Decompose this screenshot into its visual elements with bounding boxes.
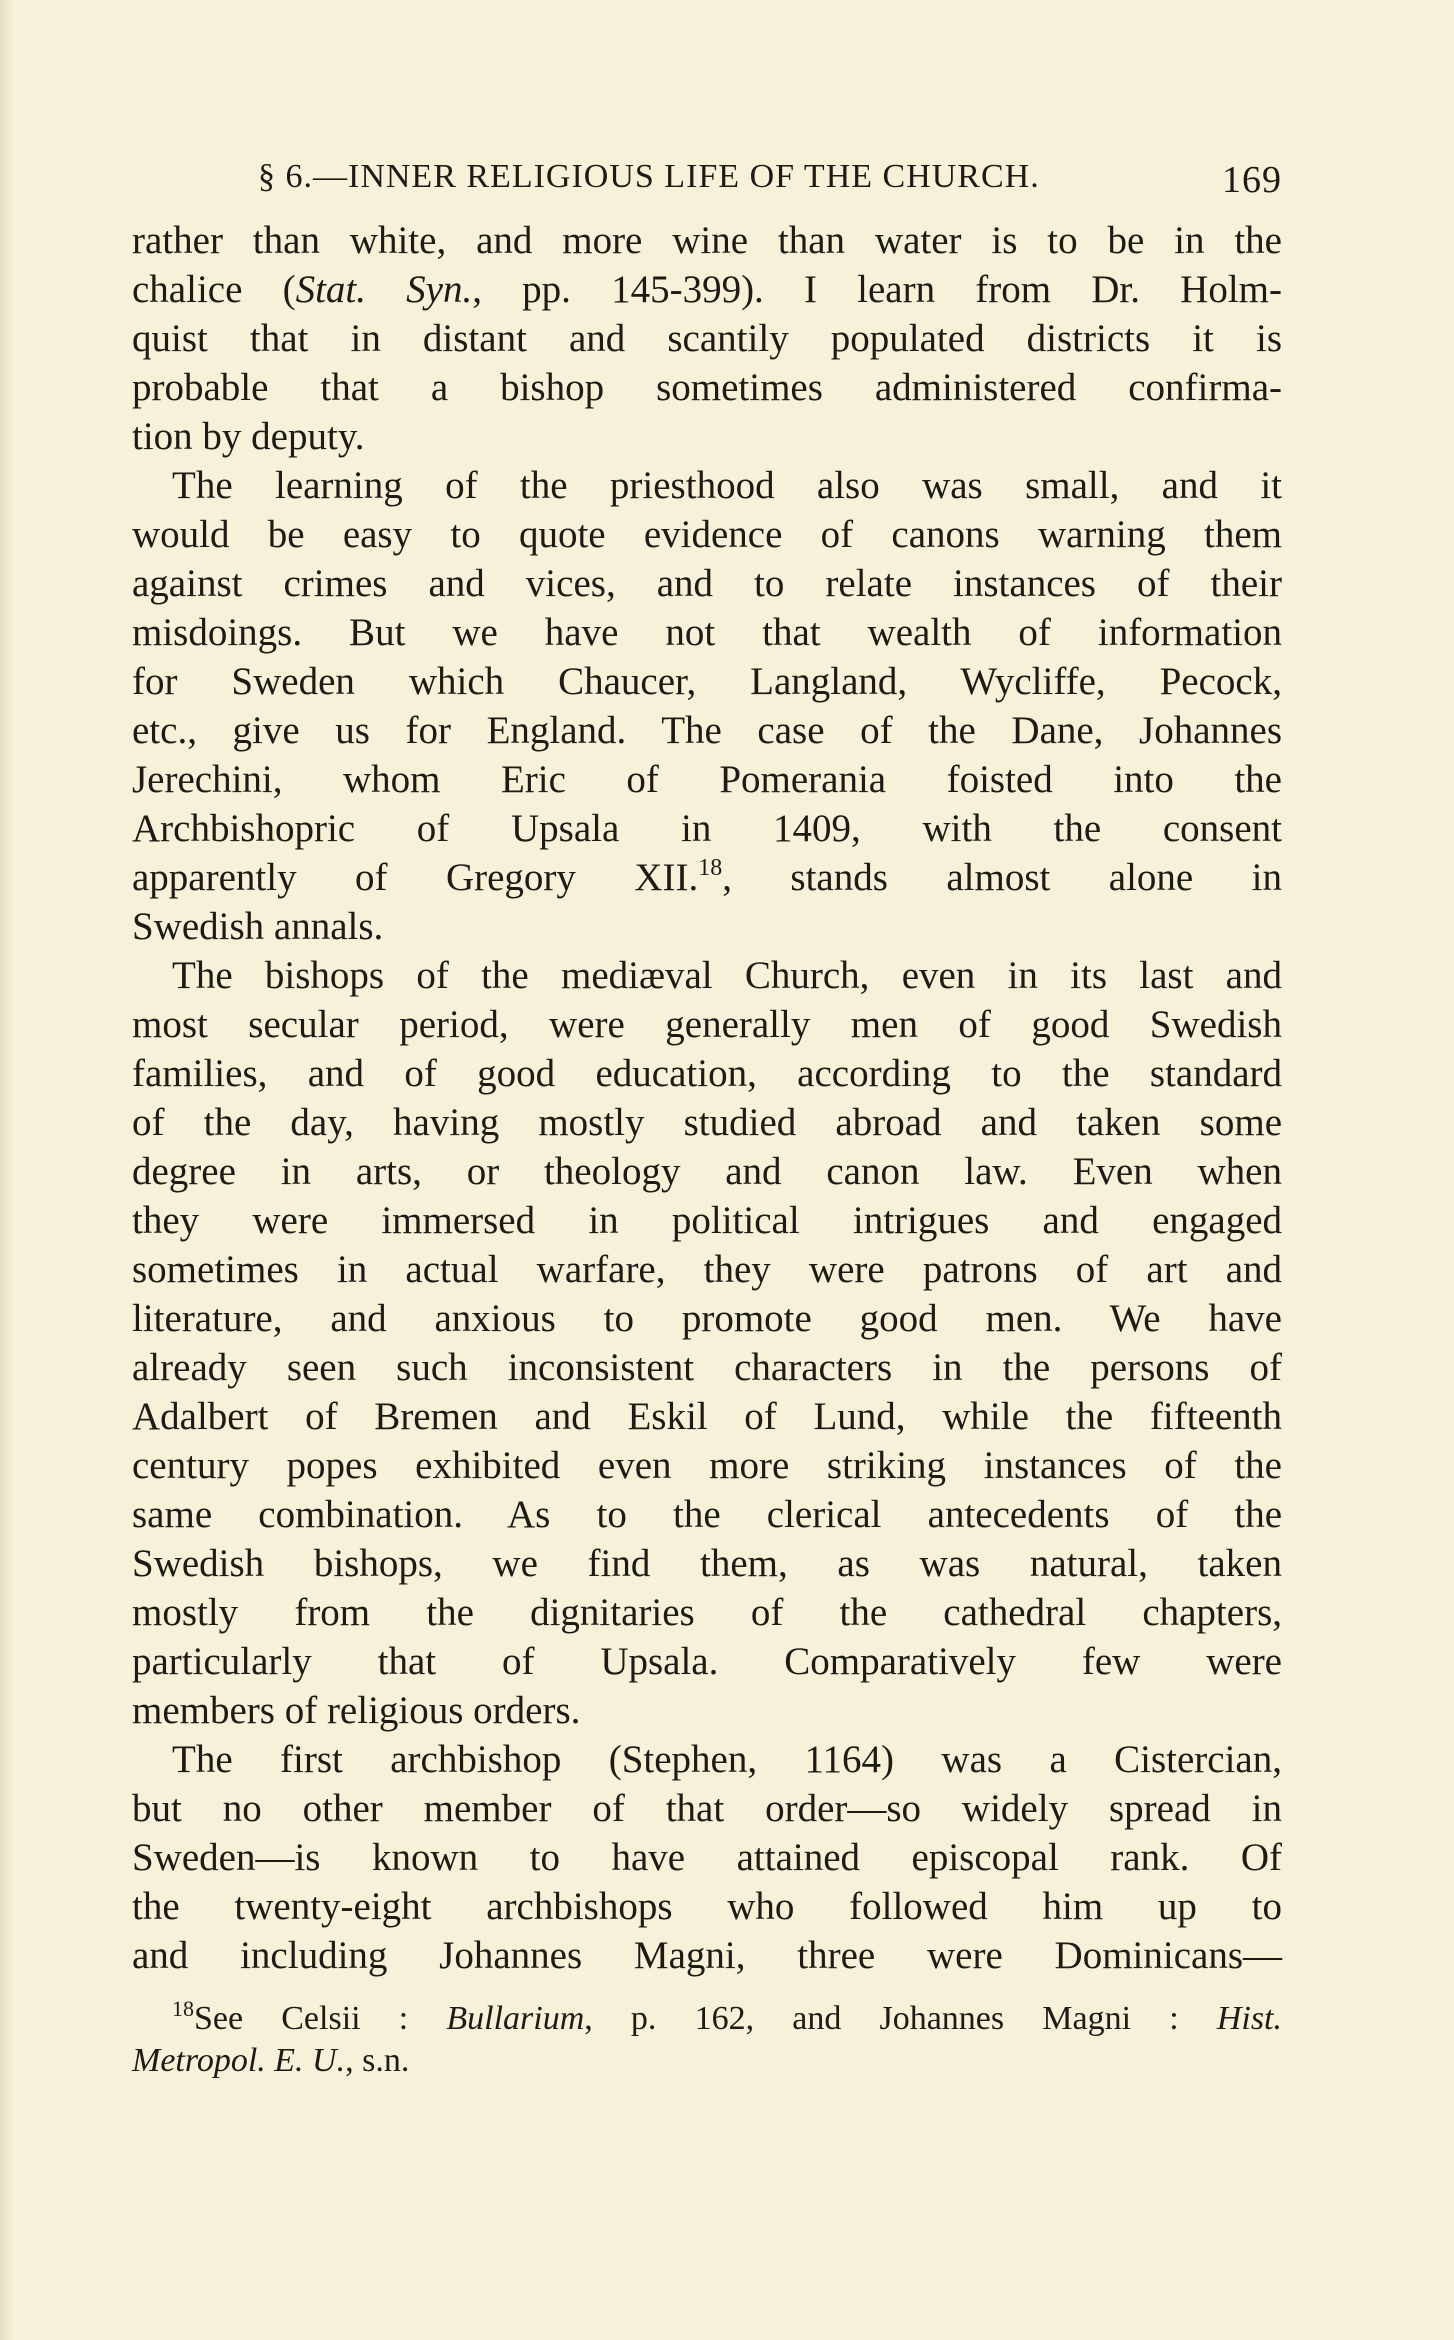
text-line: rather than white, and more wine than water is to be in the xyxy=(132,219,1282,262)
text-run: , pp. 145-399). I learn from Dr. Holm- xyxy=(472,268,1282,311)
text-line: degree in arts, or theology and canon law. Even when xyxy=(132,1150,1282,1193)
text-run: , p. 162, and Johannes Magni : xyxy=(584,2000,1217,2037)
running-head-title: § 6.—INNER RELIGIOUS LIFE OF THE CHURCH. xyxy=(258,158,1040,195)
text-line: would be easy to quote evidence of canons warning them xyxy=(132,513,1282,556)
text-line: the twenty-eight archbishops who followed him up to xyxy=(132,1885,1282,1928)
text-line: sometimes in actual warfare, they were patrons of art and xyxy=(132,1248,1282,1291)
text-line: The learning of the priesthood also was small, and it xyxy=(172,464,1282,507)
page-edge xyxy=(0,0,14,2340)
footnote xyxy=(132,1998,1282,2082)
text-line: and including Johannes Magni, three were Dominicans— xyxy=(132,1934,1282,1977)
citation-italic: Metropol. E. U. xyxy=(132,2042,346,2079)
text-line: Archbishopric of Upsala in 1409, with the consent xyxy=(132,807,1282,850)
citation-italic: Stat. Syn. xyxy=(295,268,473,311)
text-line: tion by deputy. xyxy=(132,415,365,458)
footnote-line xyxy=(132,1998,1282,2040)
text-line: most secular period, were generally men of good Swedish xyxy=(132,1003,1282,1046)
text-line: particularly that of Upsala. Comparatively few were xyxy=(132,1640,1282,1683)
text-line: Swedish bishops, we find them, as was natural, taken xyxy=(132,1542,1282,1585)
text-line: but no other member of that order—so widely spread in xyxy=(132,1787,1282,1830)
text-line: misdoings. But we have not that wealth of information xyxy=(132,611,1282,654)
footnote-marker: 18 xyxy=(172,1996,194,2021)
text-line: Sweden—is known to have attained episcopal rank. Of xyxy=(132,1836,1282,1879)
text-line: families, and of good education, according to the standard xyxy=(132,1052,1282,1095)
footnote-reference: 18 xyxy=(698,855,723,881)
text-line: members of religious orders. xyxy=(132,1689,581,1732)
text-line: century popes exhibited even more striking instances of the xyxy=(132,1444,1282,1487)
citation-italic: Bullarium xyxy=(446,2000,585,2037)
text-line: Swedish annals. xyxy=(132,905,384,948)
text-line: they were immersed in political intrigues and engaged xyxy=(132,1199,1282,1242)
text-run: , s.n. xyxy=(345,2042,410,2079)
running-head xyxy=(132,158,1282,204)
footnote-line xyxy=(132,2040,1282,2082)
text-line: quist that in distant and scantily populated districts it is xyxy=(132,317,1282,360)
text-line: The first archbishop (Stephen, 1164) was a Cistercian, xyxy=(172,1738,1282,1781)
text-line: The bishops of the mediæval Church, even in its last and xyxy=(172,954,1282,997)
text-line: literature, and anxious to promote good men. We have xyxy=(132,1297,1282,1340)
text-run: , stands almost alone in xyxy=(722,856,1282,899)
text-line: etc., give us for England. The case of the Dane, Johannes xyxy=(132,709,1282,752)
text-line xyxy=(132,265,1282,314)
body-text xyxy=(132,216,1282,1980)
text-line: already seen such inconsistent characters in the persons of xyxy=(132,1346,1282,1389)
text-line: Jerechini, whom Eric of Pomerania foisted into the xyxy=(132,758,1282,801)
text-line: against crimes and vices, and to relate instances of their xyxy=(132,562,1282,605)
text-line: mostly from the dignitaries of the cathedral chapters, xyxy=(132,1591,1282,1634)
text-run: apparently of Gregory XII. xyxy=(132,856,699,899)
text-run: See Celsii : xyxy=(194,2000,447,2037)
text-line xyxy=(132,853,1282,902)
text-run: chalice ( xyxy=(132,268,296,311)
text-line: probable that a bishop sometimes administered confirma- xyxy=(132,366,1282,409)
text-line: for Sweden which Chaucer, Langland, Wycliffe, Pecock, xyxy=(132,660,1282,703)
text-line: same combination. As to the clerical antecedents of the xyxy=(132,1493,1282,1536)
citation-italic: Hist. xyxy=(1216,2000,1282,2037)
text-line: of the day, having mostly studied abroad and taken some xyxy=(132,1101,1282,1144)
page-number: 169 xyxy=(1222,159,1282,201)
text-line: Adalbert of Bremen and Eskil of Lund, while the fifteenth xyxy=(132,1395,1282,1438)
